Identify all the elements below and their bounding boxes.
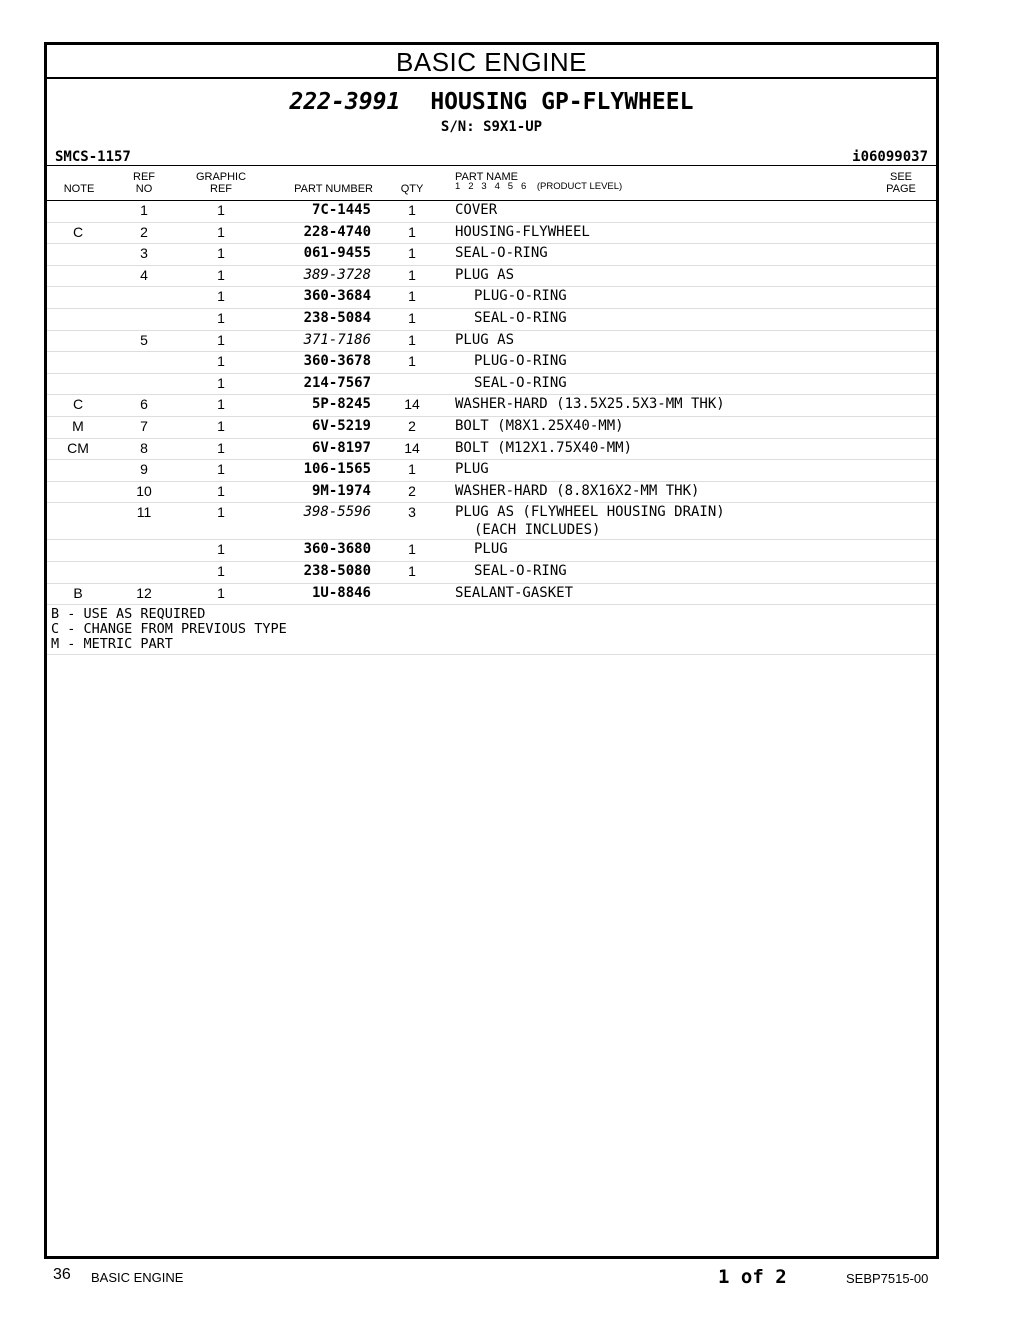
part-name-continuation: (EACH INCLUDES)	[474, 522, 601, 539]
ref-no-cell: 9	[140, 461, 148, 478]
graphic-ref-cell: 1	[217, 266, 225, 283]
qty-cell: 1	[408, 331, 416, 348]
parts-page-frame	[44, 42, 939, 1259]
part-name-cell: PLUG	[474, 541, 508, 558]
note-cell: C	[72, 223, 84, 240]
ref-no-cell: 5	[140, 331, 148, 348]
graphic-ref-cell: 1	[217, 562, 225, 579]
table-row	[47, 244, 936, 266]
qty-cell: 1	[408, 309, 416, 326]
table-row	[47, 266, 936, 288]
footer-publication-number: SEBP7515-00	[846, 1271, 929, 1286]
note-line: B - USE AS REQUIRED	[51, 606, 206, 623]
qty-cell: 1	[408, 266, 416, 283]
graphic-ref-cell: 1	[217, 541, 225, 558]
table-row	[47, 331, 936, 353]
qty-cell: 1	[408, 353, 416, 370]
part-number-cell: 7C-1445	[311, 202, 371, 218]
graphic-ref-cell: 1	[217, 396, 225, 413]
note-cell: M	[72, 417, 84, 434]
table-row	[47, 352, 936, 374]
footer-section: BASIC ENGINE	[91, 1270, 184, 1285]
graphic-ref-cell: 1	[217, 417, 225, 434]
graphic-ref-cell: 1	[217, 223, 225, 240]
graphic-ref-cell: 1	[217, 353, 225, 370]
col-part-name: PART NAME	[455, 171, 518, 183]
footer-page-number: 36	[53, 1266, 71, 1283]
table-row	[47, 223, 936, 245]
part-name-cell: PLUG AS	[455, 331, 515, 348]
table-row	[47, 503, 936, 540]
part-number-cell: 398-5596	[303, 504, 371, 521]
table-row	[47, 417, 936, 439]
part-number-cell: 214-7567	[303, 374, 371, 391]
group-part-number: 222-3991	[289, 89, 401, 115]
col-see-page: SEE PAGE	[886, 171, 916, 195]
table-row	[47, 482, 936, 504]
part-number-cell: 106-1565	[303, 461, 371, 478]
table-row	[47, 460, 936, 482]
part-name-cell: WASHER-HARD (13.5X25.5X3-MM THK)	[455, 396, 725, 413]
part-name-cell: PLUG-O-RING	[474, 288, 567, 305]
table-row	[47, 562, 936, 584]
part-number-cell: 371-7186	[303, 331, 371, 348]
qty-cell: 14	[404, 396, 420, 413]
serial-number: S/N: S9X1-UP	[440, 119, 543, 135]
part-number-cell: 360-3680	[303, 541, 371, 558]
col-product-levels: 1 2 3 4 5 6 (PRODUCT LEVEL)	[455, 181, 623, 192]
qty-cell: 1	[408, 461, 416, 478]
column-headers	[47, 165, 936, 201]
part-number-cell: 6V-8197	[311, 439, 371, 456]
graphic-ref-cell: 1	[217, 461, 225, 478]
illustration-id: i06099037	[852, 149, 928, 165]
ref-no-cell: 12	[136, 584, 152, 601]
qty-cell: 1	[408, 202, 416, 218]
part-name-cell: SEAL-O-RING	[474, 309, 567, 326]
smcs-code: SMCS-1157	[55, 149, 131, 165]
table-row	[47, 374, 936, 396]
part-name-cell: BOLT (M12X1.75X40-MM)	[455, 439, 633, 456]
part-name-cell: SEALANT-GASKET	[455, 584, 574, 601]
notes-legend	[47, 605, 936, 655]
ref-no-cell: 2	[140, 223, 148, 240]
note-line: C - CHANGE FROM PREVIOUS TYPE	[51, 621, 287, 638]
part-number-cell: 360-3678	[303, 353, 371, 370]
qty-cell: 1	[408, 562, 416, 579]
part-number-cell: 389-3728	[303, 266, 371, 283]
col-qty: QTY	[400, 183, 424, 195]
part-name-cell: PLUG-O-RING	[474, 353, 567, 370]
graphic-ref-cell: 1	[217, 331, 225, 348]
part-number-cell: 9M-1974	[311, 482, 371, 499]
qty-cell: 1	[408, 245, 416, 262]
group-name: HOUSING GP-FLYWHEEL	[430, 89, 694, 115]
graphic-ref-cell: 1	[217, 245, 225, 262]
graphic-ref-cell: 1	[217, 288, 225, 305]
note-cell: B	[73, 584, 83, 601]
table-row	[47, 540, 936, 562]
graphic-ref-cell: 1	[217, 504, 225, 521]
col-ref-no: REF NO	[133, 171, 155, 195]
part-number-cell: 238-5084	[303, 309, 371, 326]
part-number-cell: 6V-5219	[311, 417, 371, 434]
col-note: NOTE	[63, 183, 95, 195]
qty-cell: 1	[408, 223, 416, 240]
footer-page-of: 1 of 2	[718, 1266, 787, 1288]
graphic-ref-cell: 1	[217, 439, 225, 456]
part-name-cell: HOUSING-FLYWHEEL	[455, 223, 590, 240]
table-row	[47, 584, 936, 606]
group-title	[47, 89, 936, 115]
graphic-ref-cell: 1	[217, 202, 225, 218]
part-number-cell: 061-9455	[303, 245, 371, 262]
col-part-number: PART NUMBER	[294, 183, 373, 195]
part-number-cell: 360-3684	[303, 288, 371, 305]
graphic-ref-cell: 1	[217, 482, 225, 499]
note-cell: C	[72, 396, 84, 413]
section-title: BASIC ENGINE	[47, 45, 936, 79]
ref-no-cell: 11	[136, 504, 152, 521]
ref-no-cell: 3	[140, 245, 148, 262]
note-cell: CM	[67, 439, 89, 456]
part-name-cell: SEAL-O-RING	[474, 374, 567, 391]
ref-no-cell: 6	[140, 396, 148, 413]
qty-cell: 1	[408, 541, 416, 558]
part-number-cell: 238-5080	[303, 562, 371, 579]
qty-cell: 1	[408, 288, 416, 305]
part-name-cell: PLUG AS	[455, 266, 515, 283]
ref-no-cell: 10	[136, 482, 152, 499]
note-line: M - METRIC PART	[51, 636, 173, 653]
group-header	[47, 79, 936, 165]
ref-no-cell: 4	[140, 266, 148, 283]
part-name-cell: SEAL-O-RING	[474, 562, 567, 579]
part-number-cell: 5P-8245	[311, 396, 371, 413]
ref-no-cell: 8	[140, 439, 148, 456]
table-row	[47, 201, 936, 223]
parts-list	[47, 201, 936, 605]
graphic-ref-cell: 1	[217, 374, 225, 391]
qty-cell: 3	[408, 504, 416, 521]
table-row	[47, 287, 936, 309]
part-name-cell: WASHER-HARD (8.8X16X2-MM THK)	[455, 482, 700, 499]
table-row	[47, 309, 936, 331]
part-number-cell: 228-4740	[303, 223, 371, 240]
qty-cell: 2	[408, 482, 416, 499]
table-row	[47, 395, 936, 417]
ref-no-cell: 1	[140, 202, 148, 218]
graphic-ref-cell: 1	[217, 309, 225, 326]
part-name-cell: PLUG	[455, 461, 489, 478]
col-graphic-ref: GRAPHIC REF	[195, 171, 247, 195]
table-row	[47, 439, 936, 461]
part-number-cell: 1U-8846	[311, 584, 371, 601]
part-name-cell: PLUG AS (FLYWHEEL HOUSING DRAIN)	[455, 504, 725, 521]
qty-cell: 2	[408, 417, 416, 434]
qty-cell: 14	[404, 439, 420, 456]
graphic-ref-cell: 1	[217, 584, 225, 601]
ref-no-cell: 7	[140, 417, 148, 434]
part-name-cell: BOLT (M8X1.25X40-MM)	[455, 417, 624, 434]
part-name-cell: COVER	[455, 202, 498, 218]
part-name-cell: SEAL-O-RING	[455, 245, 548, 262]
